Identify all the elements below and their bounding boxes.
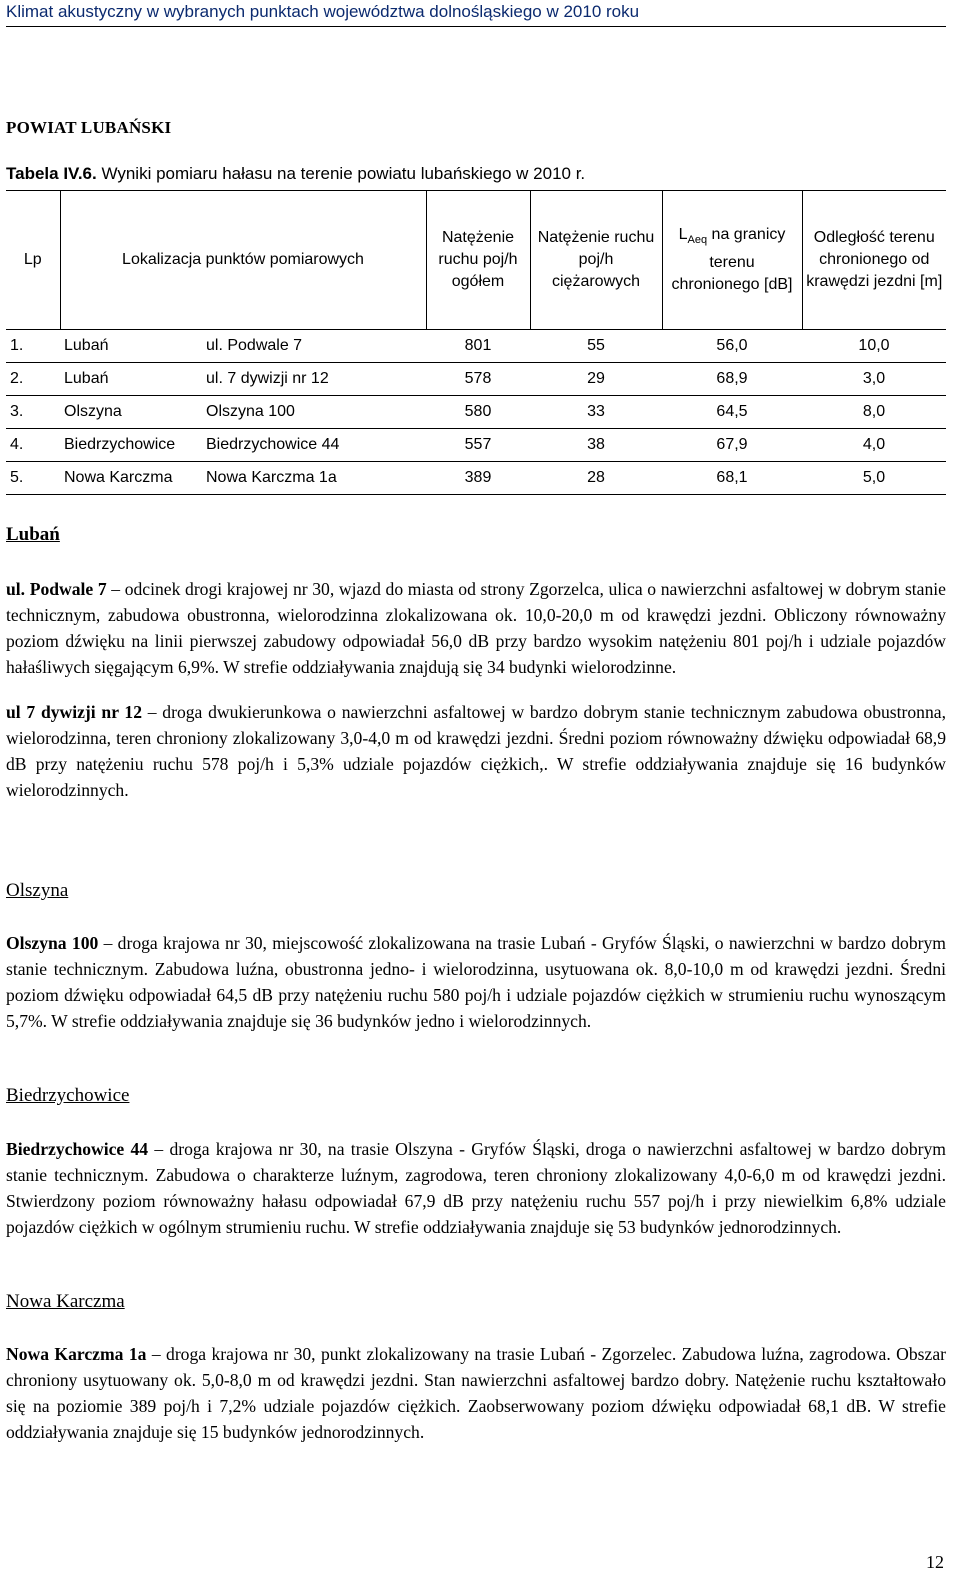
paragraph-lead: ul. Podwale 7 bbox=[6, 579, 107, 599]
paragraph-lead: Olszyna 100 bbox=[6, 933, 99, 953]
table-header-row bbox=[6, 191, 946, 330]
section-title-nowa-karczma: Nowa Karczma bbox=[6, 1291, 125, 1312]
table-row bbox=[6, 363, 946, 396]
cell-lp: 4. bbox=[6, 429, 60, 462]
table-caption bbox=[6, 164, 585, 184]
paragraph-7-dywizji bbox=[6, 699, 946, 803]
paragraph-body: – odcinek drogi krajowej nr 30, wjazd do miasta od strony Zgorzelca, ulica o nawierzchni asfaltowej w dobrym stanie technicznym, zabudowa obustronna, wielorodzinna zlokalizowana ok. 10,0-20,0 m od krawędzi jezdni. Obliczony równoważny poziom dźwięku na linii pierwszej zabudowy odpowiadał 56,0 dB przy bardzo wysokim natężeniu 801 poj/h i udziale pojazdów hałaśliwych sięgającym 6,9%. W strefie oddziaływania znajdują się 34 budynki wielorodzinne. bbox=[6, 579, 946, 677]
cell-heavy: 29 bbox=[530, 363, 662, 396]
page-number: 12 bbox=[926, 1552, 944, 1572]
cell-heavy: 28 bbox=[530, 462, 662, 495]
table-row bbox=[6, 462, 946, 495]
cell-distance: 10,0 bbox=[802, 330, 946, 363]
cell-town: Lubań bbox=[60, 363, 202, 396]
cell-total: 801 bbox=[426, 330, 530, 363]
table-caption-text: Wyniki pomiaru hałasu na terenie powiatu lubańskiego w 2010 r. bbox=[96, 164, 586, 183]
table-caption-label: Tabela IV.6. bbox=[6, 164, 97, 183]
header-traffic-total: Natężenie ruchu poj/h ogółem bbox=[426, 191, 530, 330]
paragraph-lead: Nowa Karczma 1a bbox=[6, 1344, 147, 1364]
section-title-luban: Lubań bbox=[6, 524, 60, 545]
cell-heavy: 33 bbox=[530, 396, 662, 429]
header-lp: Lp bbox=[6, 191, 60, 330]
header-traffic-heavy: Natężenie ruchu poj/h ciężarowych bbox=[530, 191, 662, 330]
table-row bbox=[6, 396, 946, 429]
cell-point: ul. 7 dywizji nr 12 bbox=[202, 363, 426, 396]
cell-total: 389 bbox=[426, 462, 530, 495]
county-title: POWIAT LUBAŃSKI bbox=[6, 118, 172, 137]
cell-total: 557 bbox=[426, 429, 530, 462]
paragraph-lead: Biedrzychowice 44 bbox=[6, 1139, 149, 1159]
paragraph-podwale bbox=[6, 576, 946, 680]
noise-results-table bbox=[6, 190, 946, 495]
header-laeq bbox=[662, 191, 802, 330]
cell-distance: 5,0 bbox=[802, 462, 946, 495]
cell-total: 580 bbox=[426, 396, 530, 429]
cell-lp: 1. bbox=[6, 330, 60, 363]
paragraph-body: – droga dwukierunkowa o nawierzchni asfaltowej w bardzo dobrym stanie technicznym zabudowa obustronna, wielorodzinna, teren chroniony zlokalizowany 3,0-4,0 m od krawędzi jezdni. Średni poziom równoważny dźwięku odpowiadał 68,9 dB przy natężeniu ruchu 578 poj/h i 5,3% udziale pojazdów ciężkich,. W strefie oddziaływania znajduje się 16 budynków wielorodzinnych. bbox=[6, 702, 946, 800]
header-location: Lokalizacja punktów pomiarowych bbox=[60, 191, 426, 330]
cell-lp: 5. bbox=[6, 462, 60, 495]
cell-town: Nowa Karczma bbox=[60, 462, 202, 495]
paragraph-lead: ul 7 dywizji nr 12 bbox=[6, 702, 143, 722]
cell-point: ul. Podwale 7 bbox=[202, 330, 426, 363]
cell-point: Nowa Karczma 1a bbox=[202, 462, 426, 495]
header-distance: Odległość terenu chronionego od krawędzi jezdni [m] bbox=[802, 191, 946, 330]
running-header: Klimat akustyczny w wybranych punktach województwa dolnośląskiego w 2010 roku bbox=[6, 2, 946, 27]
header-laeq-sub: Aeq bbox=[687, 234, 708, 247]
cell-heavy: 38 bbox=[530, 429, 662, 462]
paragraph-body: – droga krajowa nr 30, na trasie Olszyna - Gryfów Śląski, droga o nawierzchni asfaltowej w bardzo dobrym stanie technicznym. Zabudowa o charakterze luźnym, zagrodowa, teren chroniony zlokalizowany 4,0-6,0 m od krawędzi jezdni. Stwierdzony poziom równoważny hałasu odpowiadał 67,9 dB przy natężeniu ruchu 557 poj/h i przy niewielkim 6,8% udziale pojazdów ciężkich w ogólnym strumieniu ruchu. W strefie oddziaływania znajduje się 53 budynków jednorodzinnych. bbox=[6, 1139, 946, 1237]
cell-distance: 3,0 bbox=[802, 363, 946, 396]
cell-distance: 8,0 bbox=[802, 396, 946, 429]
cell-laeq: 67,9 bbox=[662, 429, 802, 462]
cell-point: Biedrzychowice 44 bbox=[202, 429, 426, 462]
cell-town: Lubań bbox=[60, 330, 202, 363]
paragraph-body: – droga krajowa nr 30, punkt zlokalizowany na trasie Lubań - Zgorzelec. Zabudowa luźna, zagrodowa. Obszar chroniony usytuowany ok. 5,0-8,0 m od krawędzi jezdni. Stan nawierzchni asfaltowej bardzo dobry. Natężenie ruchu kształtowało się na poziomie 389 poj/h i 7,2% udziale pojazdów ciężkich. Zaobserwowany poziom dźwięku odpowiadał 68,1 dB. W strefie oddziaływania znajduje się 15 budynków jednorodzinnych. bbox=[6, 1344, 946, 1442]
cell-laeq: 68,9 bbox=[662, 363, 802, 396]
paragraph-biedrzychowice bbox=[6, 1136, 946, 1240]
cell-town: Olszyna bbox=[60, 396, 202, 429]
header-laeq-prefix: L bbox=[678, 226, 688, 244]
paragraph-olszyna bbox=[6, 930, 946, 1034]
cell-laeq: 64,5 bbox=[662, 396, 802, 429]
paragraph-nowa-karczma bbox=[6, 1341, 946, 1445]
paragraph-body: – droga krajowa nr 30, miejscowość zlokalizowana na trasie Lubań - Gryfów Śląski, o nawierzchni w bardzo dobrym stanie technicznym. Zabudowa luźna, obustronna jedno- i wielorodzinna, usytuowana ok. 8,0-10,0 m od krawędzi jezdni. Średni poziom dźwięku odpowiadał 64,5 dB przy natężeniu ruchu 580 poj/h i udziale pojazdów ciężkich w strumieniu ruchu wynoszącym 5,7%. W strefie oddziaływania znajduje się 36 budynków jedno i wielorodzinnych. bbox=[6, 933, 946, 1031]
cell-total: 578 bbox=[426, 363, 530, 396]
header-laeq-rest: na granicy terenu chronionego [dB] bbox=[671, 226, 793, 293]
section-title-olszyna: Olszyna bbox=[6, 880, 69, 901]
cell-heavy: 55 bbox=[530, 330, 662, 363]
cell-lp: 2. bbox=[6, 363, 60, 396]
cell-distance: 4,0 bbox=[802, 429, 946, 462]
cell-laeq: 68,1 bbox=[662, 462, 802, 495]
cell-town: Biedrzychowice bbox=[60, 429, 202, 462]
cell-lp: 3. bbox=[6, 396, 60, 429]
section-title-biedrzychowice: Biedrzychowice bbox=[6, 1085, 130, 1106]
cell-point: Olszyna 100 bbox=[202, 396, 426, 429]
table-row bbox=[6, 330, 946, 363]
cell-laeq: 56,0 bbox=[662, 330, 802, 363]
table-row bbox=[6, 429, 946, 462]
